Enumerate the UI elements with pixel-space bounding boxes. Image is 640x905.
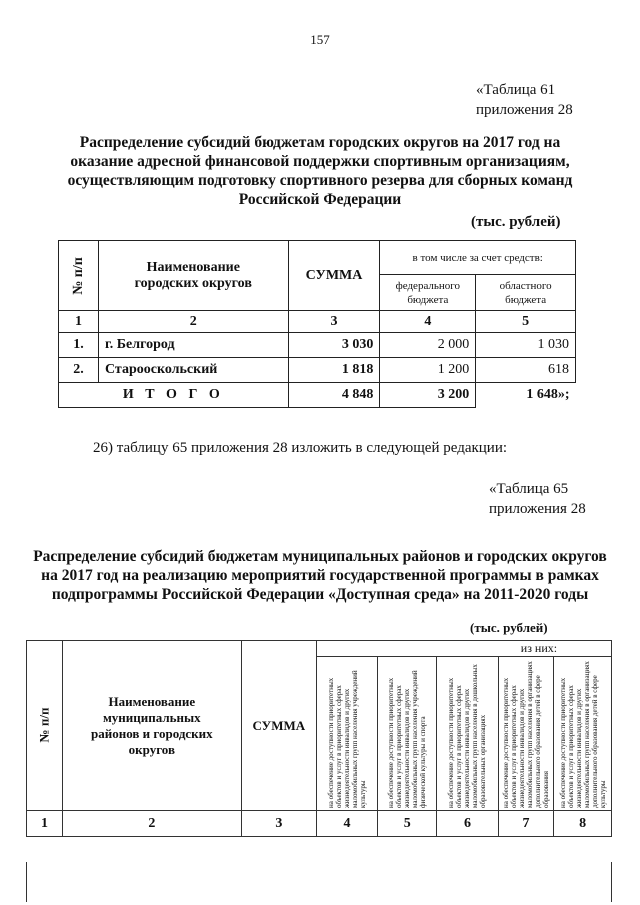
instruction-paragraph: 26) таблицу 65 приложения 28 изложить в следующей редакции: [93, 440, 508, 456]
table65-colnum: 5 [378, 811, 437, 837]
table61-header-regional [476, 275, 576, 311]
page-number: 157 [310, 32, 330, 47]
table61-colnum: 2 [98, 311, 288, 333]
table61-title-line4: Российской Федерации [238, 191, 402, 208]
table65-name-line4: округов [128, 741, 175, 757]
table61-name-header-line1: Наименование [146, 259, 240, 275]
table65-colnum: 6 [437, 811, 498, 837]
total-label: И Т О Г О [59, 383, 289, 408]
table61-header-incl: в том числе за счет средств: [380, 241, 576, 275]
table61-title [40, 133, 600, 209]
table65-name-line1: Наименование [108, 693, 196, 709]
table65-reference [489, 479, 586, 519]
table65-colnum: 3 [241, 811, 316, 837]
table61-colnum: 5 [476, 311, 576, 333]
table65-continuation-left [26, 862, 28, 902]
row-sum: 3 030 [288, 333, 380, 358]
table61-header-num [59, 241, 99, 311]
table65 [26, 640, 612, 837]
table61 [58, 240, 576, 408]
table65-ref-line2: приложения 28 [489, 501, 586, 517]
total-regional: 1 648»; [476, 383, 576, 408]
table61-title-line2: оказание адресной финансовой поддержки спортивным организациям, [70, 153, 570, 170]
subheader-text: на обеспечение доступности приоритетных объектов и услуг в приоритетных сферах жизнедеятельности инвалидов и других маломобильных групп населения учреждений культуры [326, 669, 367, 808]
table65-continuation-right [611, 862, 613, 902]
table61-header-sum: СУММА [288, 241, 380, 311]
table65-units: (тыс. рублей) [470, 620, 548, 635]
table61-ref-line1: «Таблица 61 [476, 82, 556, 98]
row-federal: 2 000 [380, 333, 476, 358]
table65-title-line2: на 2017 год на реализацию мероприятий государственной программы в рамках [41, 567, 599, 584]
table65-colnum: 1 [27, 811, 63, 837]
table65-title [20, 547, 620, 604]
row-num: 2. [59, 358, 99, 383]
table61-colnum: 3 [288, 311, 380, 333]
table65-header-of-them: из них: [316, 641, 611, 657]
table65-header-name [62, 641, 241, 811]
subheader-text: на обеспечение доступности приоритетных объектов и услуг в приоритетных сферах жизнедеятельности инвалидов и других маломобильных групп населения в организациях дополнительного образования детей в сфере культуры [558, 660, 607, 808]
table65-subheader-7 [498, 657, 554, 811]
row-regional: 1 030 [476, 333, 576, 358]
table65-subheader-6 [437, 657, 498, 811]
table65-colnum: 4 [316, 811, 377, 837]
table61-reference [476, 80, 573, 120]
row-num: 1. [59, 333, 99, 358]
table65-ref-line1: «Таблица 65 [489, 481, 569, 497]
subheader-text: на обеспечение доступности приоритетных объектов и услуг в приоритетных сферах жизнедеятельности инвалидов и других маломобильных групп населения учреждений физической культуры и спорта [387, 669, 428, 808]
table61-title-line1: Распределение субсидий бюджетам городских округов на 2017 год на [79, 134, 561, 151]
table65-num-header-label: № п/п [36, 707, 52, 743]
table61-colnum: 4 [380, 311, 476, 333]
table65-title-line3: подпрограммы Российской Федерации «Доступная среда» на 2011-2020 годы [51, 586, 589, 603]
total-row [59, 383, 576, 408]
table-row [59, 358, 576, 383]
row-regional: 618 [476, 358, 576, 383]
table61-regional-line2: бюджета [505, 293, 547, 306]
table61-title-line3: осуществляющим подготовку спортивного резерва для сборных команд [67, 172, 573, 189]
table-row [59, 333, 576, 358]
table61-num-header-label: № п/п [70, 256, 86, 295]
table61-header-name [98, 241, 288, 311]
table65-name-line2: муниципальных [102, 709, 201, 725]
table65-title-line1: Распределение субсидий бюджетам муниципальных районов и городских округов [33, 548, 607, 565]
table61-header-federal [380, 275, 476, 311]
row-name: г. Белгород [98, 333, 288, 358]
subheader-text: на обеспечение доступности приоритетных объектов и услуг в приоритетных сферах жизнедеятельности инвалидов и других маломобильных групп населения в организациях дополнительного образования детей в сфере образования [501, 660, 550, 808]
total-sum: 4 848 [288, 383, 380, 408]
table65-subheader-4 [316, 657, 377, 811]
table65-name-line3: районов и городских [90, 725, 213, 741]
table65-colnum: 7 [498, 811, 554, 837]
table61-units: (тыс. рублей) [471, 214, 561, 230]
table61-colnum: 1 [59, 311, 99, 333]
table65-header-sum: СУММА [241, 641, 316, 811]
table65-colnum: 2 [62, 811, 241, 837]
table61-ref-line2: приложения 28 [476, 102, 573, 118]
table65-header-num [27, 641, 63, 811]
row-sum: 1 818 [288, 358, 380, 383]
table61-federal-line1: федерального [395, 279, 461, 292]
table61-name-header-line2: городских округов [134, 275, 252, 291]
table65-subheader-8 [554, 657, 612, 811]
total-federal: 3 200 [380, 383, 476, 408]
table65-subheader-5 [378, 657, 437, 811]
table61-regional-line1: областного [499, 279, 552, 292]
row-name: Старооскольский [98, 358, 288, 383]
row-federal: 1 200 [380, 358, 476, 383]
table65-colnum: 8 [554, 811, 612, 837]
subheader-text: на обеспечение доступности приоритетных объектов и услуг в приоритетных сферах жизнедеятельности инвалидов и других маломобильных групп населения в дошкольных образовательных организациях [447, 663, 488, 808]
table61-federal-line2: бюджета [407, 293, 449, 306]
